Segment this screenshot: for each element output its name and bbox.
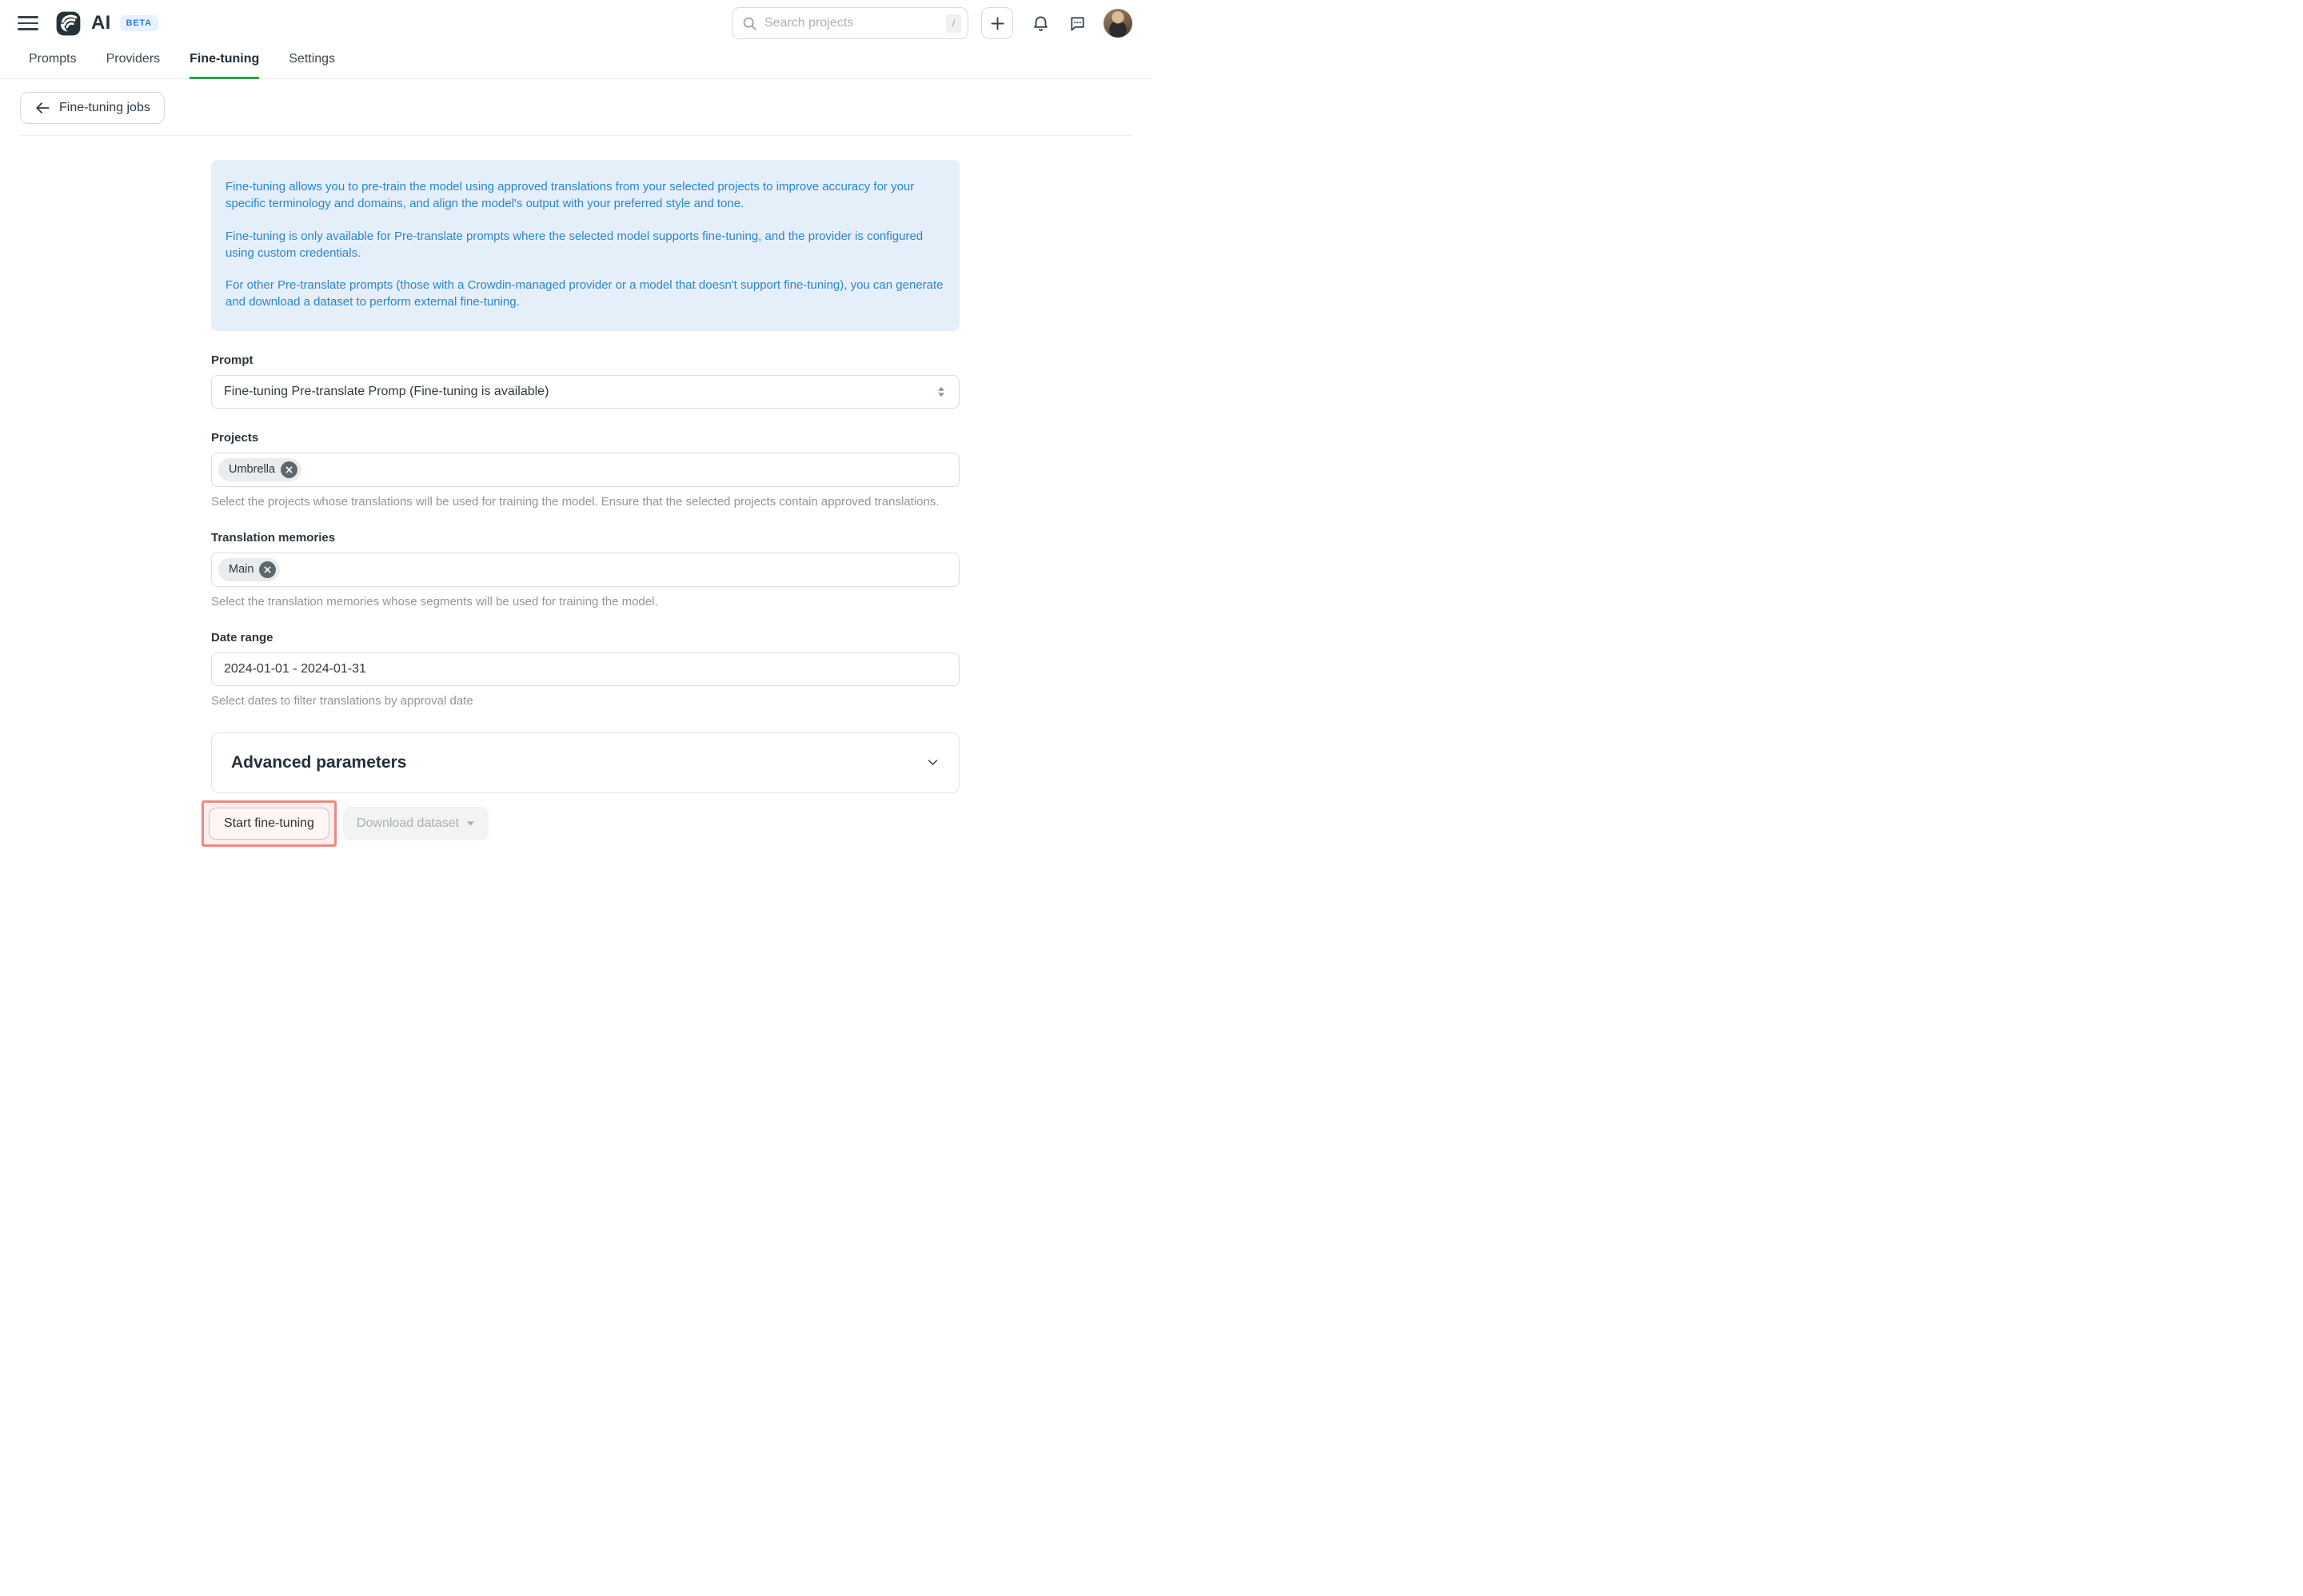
download-dataset-button[interactable] <box>343 807 489 840</box>
form-actions <box>202 800 960 847</box>
translation-memories-helper-text: Select the translation memories whose segments will be used for training the model. <box>211 594 658 608</box>
caret-down-icon <box>466 820 475 827</box>
arrow-left-icon <box>34 101 50 115</box>
prompt-field-label: Prompt <box>211 353 253 367</box>
back-to-fine-tuning-jobs-button[interactable] <box>20 92 165 124</box>
remove-project-chip-button[interactable] <box>281 461 297 478</box>
tab-providers[interactable]: Providers <box>106 52 161 66</box>
search-box[interactable] <box>732 7 968 39</box>
prompt-select-value: Fine-tuning Pre-translate Promp (Fine-tuning is available) <box>224 384 549 398</box>
date-range-input[interactable] <box>211 652 960 686</box>
search-icon <box>742 16 757 31</box>
close-icon <box>264 566 271 573</box>
divider <box>19 135 1132 136</box>
top-header <box>0 0 1152 46</box>
prompt-select[interactable] <box>211 375 960 409</box>
translation-memories-field-label: Translation memories <box>211 530 336 545</box>
projects-multiselect[interactable] <box>211 453 960 487</box>
search-shortcut-hint: / <box>946 14 961 33</box>
highlight-annotation <box>202 800 337 847</box>
beta-badge: BETA <box>120 15 158 31</box>
select-spinner-icon <box>936 385 947 399</box>
tab-settings[interactable]: Settings <box>289 52 336 66</box>
section-tabbar <box>0 46 1152 79</box>
info-paragraph-3: For other Pre-translate prompts (those with a Crowdin-managed provider or a model that doesn't support fine-tuning), you can generate and download a dataset to perform external fine-tuning. <box>226 278 944 309</box>
projects-helper-text: Select the projects whose translations will be used for training the model. Ensure that the selected projects contain approved translations. <box>211 494 940 509</box>
messages-button[interactable] <box>1068 14 1087 33</box>
hamburger-menu-icon[interactable] <box>18 13 38 34</box>
start-fine-tuning-button[interactable]: Start fine-tuning <box>209 808 329 840</box>
chevron-down-icon <box>926 756 940 769</box>
tab-fine-tuning[interactable]: Fine-tuning <box>190 46 259 78</box>
search-input[interactable] <box>764 16 939 30</box>
page-title: AI <box>91 12 111 34</box>
project-chip-label: Umbrella <box>229 463 276 477</box>
notifications-button[interactable] <box>1032 14 1050 33</box>
back-button-label: Fine-tuning jobs <box>59 101 150 114</box>
tab-prompts[interactable]: Prompts <box>29 52 77 66</box>
project-chip <box>218 458 301 481</box>
projects-field-label: Projects <box>211 430 259 445</box>
date-range-helper-text: Select dates to filter translations by approval date <box>211 693 473 708</box>
chat-icon <box>1068 14 1087 33</box>
crowdin-logo-icon[interactable] <box>56 11 81 36</box>
advanced-parameters-expander[interactable] <box>211 732 960 793</box>
info-paragraph-1: Fine-tuning allows you to pre-train the model using approved translations from your selected projects to improve accuracy for your specific terminology and domains, and align the model's output with your preferred style and tone. <box>226 180 915 211</box>
translation-memory-chip <box>218 558 280 581</box>
plus-icon <box>991 17 1004 30</box>
bell-icon <box>1032 14 1050 33</box>
user-avatar[interactable] <box>1104 9 1132 38</box>
advanced-parameters-title: Advanced parameters <box>231 752 407 772</box>
translation-memory-chip-label: Main <box>229 563 254 577</box>
translation-memories-multiselect[interactable] <box>211 553 960 587</box>
create-new-button[interactable] <box>981 7 1013 39</box>
download-dataset-label: Download dataset <box>356 816 460 830</box>
info-callout <box>211 160 960 331</box>
fine-tuning-form <box>211 160 960 847</box>
date-range-value: 2024-01-01 - 2024-01-31 <box>224 661 366 676</box>
date-range-field-label: Date range <box>211 630 273 644</box>
info-paragraph-2: Fine-tuning is only available for Pre-translate prompts where the selected model supports fine-tuning, and the provider is configured using custom credentials. <box>226 229 924 260</box>
remove-translation-memory-chip-button[interactable] <box>259 561 276 578</box>
close-icon <box>285 466 293 473</box>
